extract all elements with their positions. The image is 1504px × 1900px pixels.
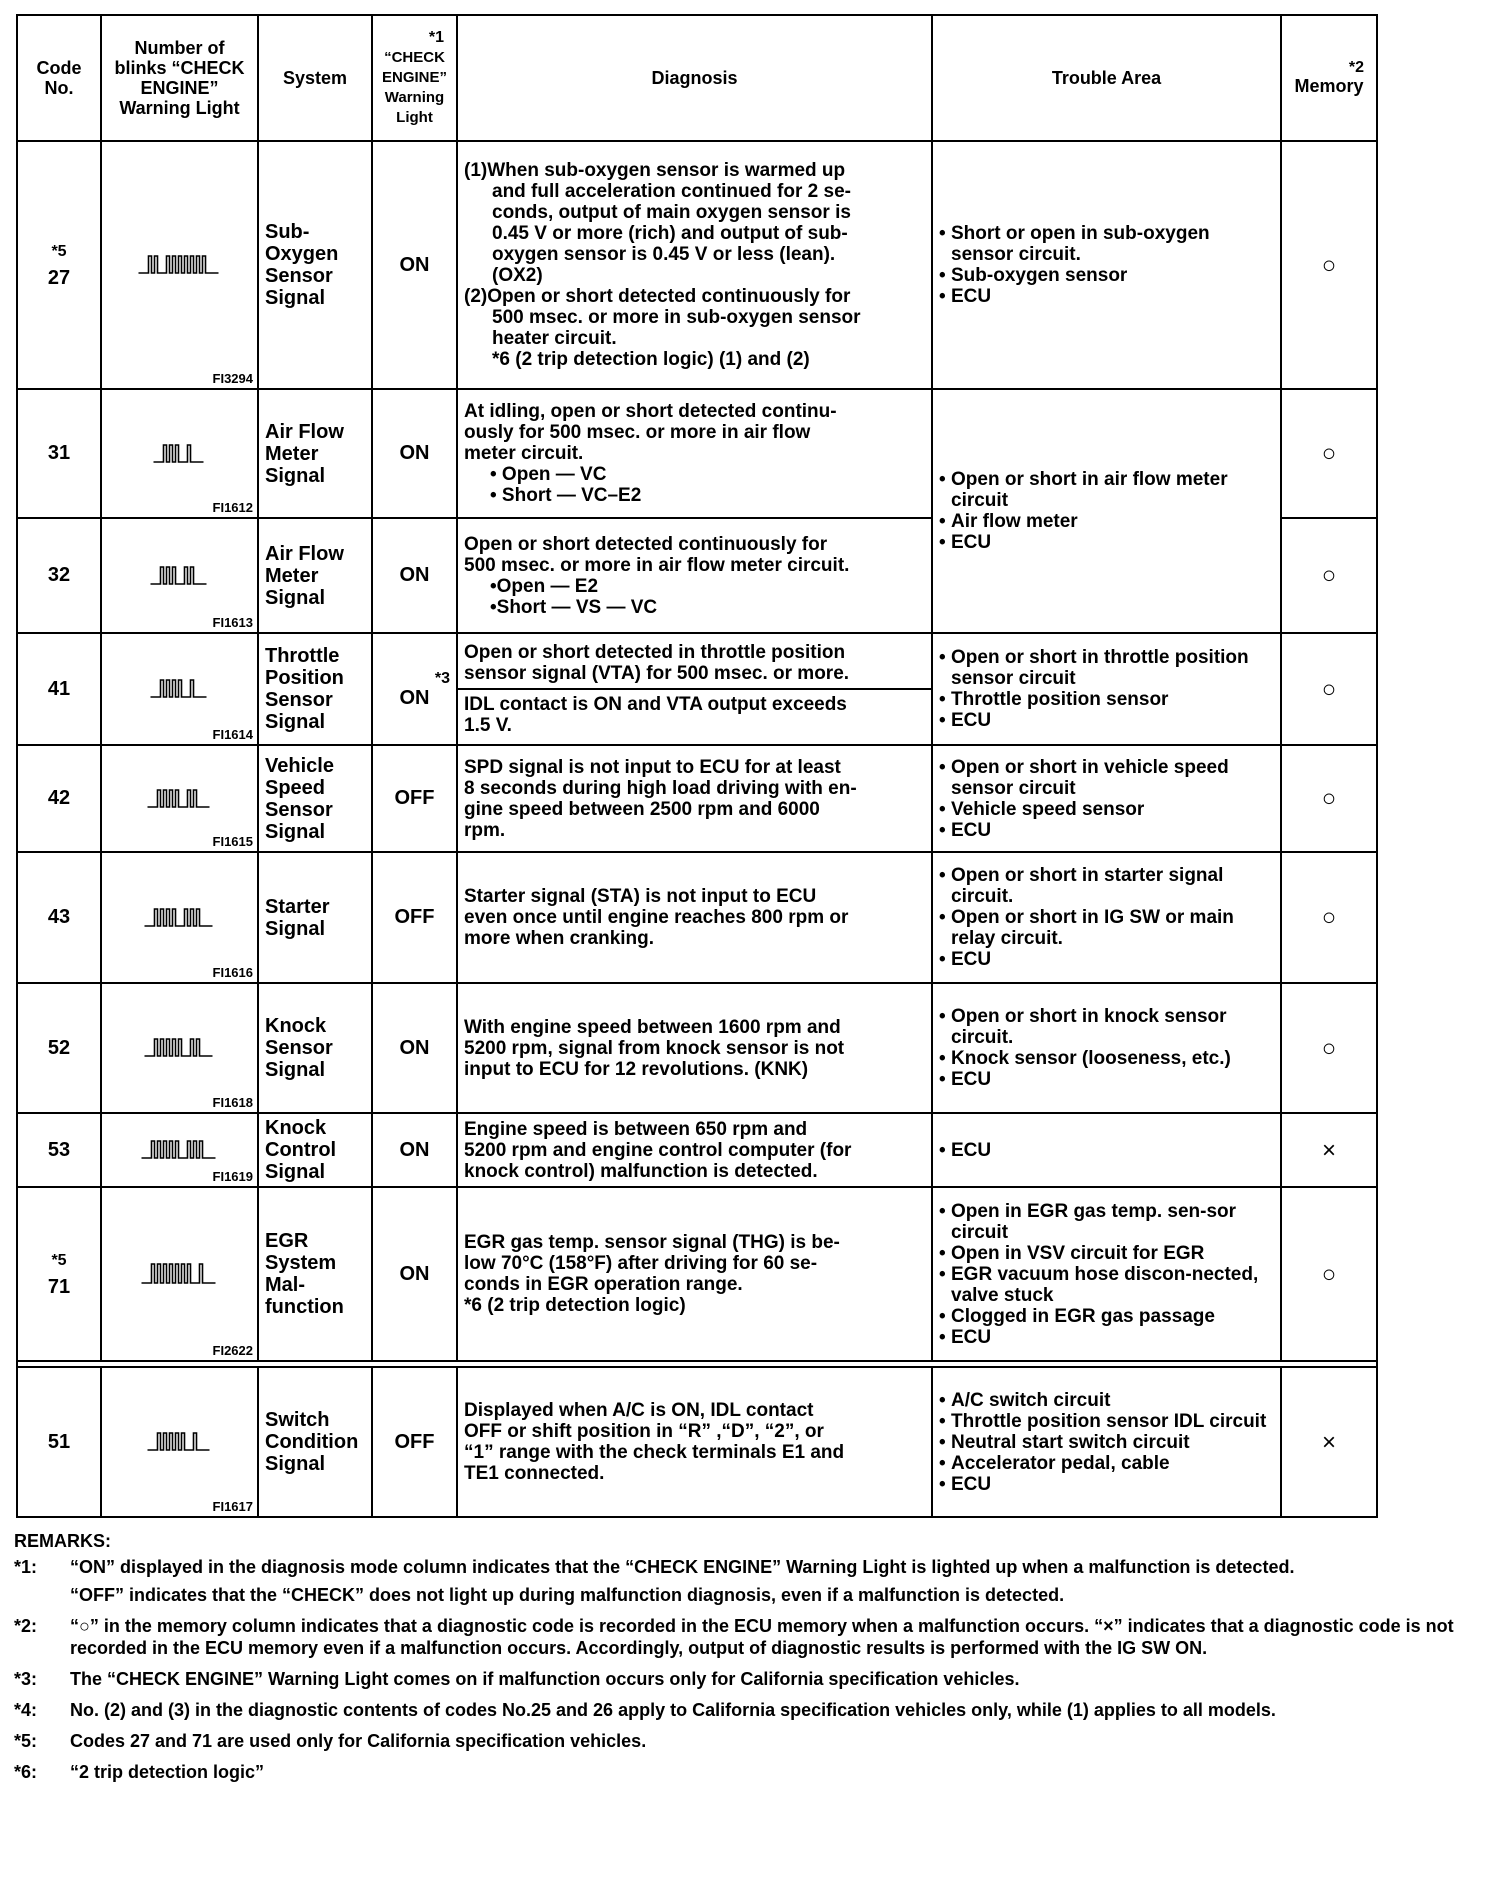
diagnosis-cell xyxy=(457,1187,932,1361)
code-number: 27 xyxy=(47,267,71,290)
trouble-area-cell xyxy=(932,1367,1281,1517)
diagnosis-line: •Short — VS — VC xyxy=(490,596,658,618)
diagnosis-cell xyxy=(457,633,932,745)
warning-light-value: ON xyxy=(399,686,430,709)
system-line: Knock xyxy=(265,1015,327,1037)
figure-id: FI1618 xyxy=(212,1095,253,1110)
blink-pulse-path xyxy=(150,567,206,584)
blink-pattern-icon xyxy=(125,442,235,466)
code-cell: 32 xyxy=(17,518,101,633)
diagnosis-line: TE1 connected. xyxy=(464,1463,605,1484)
remark-label: *1: xyxy=(14,1557,38,1577)
diagnosis-line: 500 msec. or more in air flow meter circuit. xyxy=(464,554,850,576)
header-warning-light-label: “CHECK ENGINE” Warning Light xyxy=(381,49,447,126)
remark-item xyxy=(14,1668,1484,1690)
system-line: Sensor xyxy=(265,798,333,821)
blink-pattern-icon xyxy=(125,906,235,930)
blink-cell xyxy=(101,518,258,633)
system-line: Control xyxy=(265,1139,337,1161)
system-line: Sensor xyxy=(265,265,333,287)
system-line: Sensor xyxy=(265,689,333,711)
code-cell: 41 xyxy=(17,633,101,745)
blink-pulse-path xyxy=(153,445,203,462)
diagnosis-line: and full acceleration continued for 2 se- xyxy=(492,181,851,202)
trouble-item: • EGR vacuum hose discon-nected, valve stuck xyxy=(939,1264,1274,1306)
diagnosis-line: • Open — VC xyxy=(490,464,607,485)
trouble-item: • ECU xyxy=(939,1140,1274,1161)
warning-light-cell: ON xyxy=(372,141,457,389)
system-cell xyxy=(258,852,372,983)
code-cell xyxy=(17,141,101,389)
diagnosis-subcase xyxy=(458,688,931,736)
system-line: Mal- xyxy=(265,1274,305,1296)
blink-cell xyxy=(101,1367,258,1517)
memory-cell: ○ xyxy=(1281,983,1377,1113)
diagnosis-line: With engine speed between 1600 rpm and xyxy=(464,1016,841,1038)
blink-pattern-icon xyxy=(125,1036,235,1060)
trouble-item: • Short or open in sub-oxygen sensor circuit. xyxy=(939,223,1274,265)
figure-id: FI1617 xyxy=(212,1499,253,1514)
trouble-area-cell xyxy=(932,141,1281,389)
blink-pattern-icon xyxy=(125,787,235,811)
diagnosis-line: more when cranking. xyxy=(464,928,655,949)
system-line: Signal xyxy=(265,711,326,733)
diagnosis-line: even once until engine reaches 800 rpm or xyxy=(464,907,849,928)
diagnosis-line: ously for 500 msec. or more in air flow xyxy=(464,422,811,443)
system-line: Signal xyxy=(265,1161,326,1183)
remark-item xyxy=(14,1615,1484,1659)
trouble-item: • Open or short in knock sensor circuit. xyxy=(939,1006,1274,1048)
code-cell: 53 xyxy=(17,1113,101,1187)
blink-pattern-icon xyxy=(125,677,235,701)
system-cell xyxy=(258,518,372,633)
diagnosis-line: (1)When sub-oxygen sensor is warmed up xyxy=(464,160,846,181)
remark-label: *5: xyxy=(14,1731,38,1751)
diagnosis-line: “1” range with the check terminals E1 and xyxy=(464,1442,845,1463)
warning-light-note: *3 xyxy=(434,669,450,687)
diagnostic-code-table xyxy=(16,14,1378,1518)
table-row xyxy=(17,852,1377,983)
table-row xyxy=(17,389,1377,518)
trouble-item: • Accelerator pedal, cable xyxy=(939,1453,1274,1474)
memory-cell: ○ xyxy=(1281,852,1377,983)
system-line: Vehicle xyxy=(265,754,334,777)
table-row xyxy=(17,1113,1377,1187)
header-note-2: *2 xyxy=(1348,59,1364,76)
system-line: Signal xyxy=(265,464,326,487)
trouble-item: • ECU xyxy=(939,286,1274,307)
blink-pattern-icon xyxy=(125,1138,235,1162)
diagnosis-line: rpm. xyxy=(464,819,506,841)
remarks-section xyxy=(14,1530,1484,1792)
system-line: Oxygen xyxy=(265,243,339,265)
trouble-area-cell xyxy=(932,633,1281,745)
blink-pulse-path xyxy=(144,909,212,926)
system-cell xyxy=(258,389,372,518)
remark-text-line: “ON” displayed in the diagnosis mode column indicates that the “CHECK ENGINE” Warning Light is lighted up when a malfunction is detected. xyxy=(70,1557,1295,1577)
trouble-item: • Knock sensor (looseness, etc.) xyxy=(939,1048,1274,1069)
system-line: Signal xyxy=(265,287,326,309)
code-number: 71 xyxy=(47,1276,71,1299)
diagnosis-line: Displayed when A/C is ON, IDL contact xyxy=(464,1400,814,1421)
figure-id: FI1614 xyxy=(212,727,253,742)
blink-cell xyxy=(101,633,258,745)
system-line: Signal xyxy=(265,1453,326,1475)
diagnosis-line: sensor signal (VTA) for 500 msec. or more. xyxy=(464,663,850,684)
table-row xyxy=(17,983,1377,1113)
diagnosis-line: knock control) malfunction is detected. xyxy=(464,1160,818,1182)
trouble-item: • Neutral start switch circuit xyxy=(939,1432,1274,1453)
remark-label: *3: xyxy=(14,1669,38,1689)
blink-pattern-icon xyxy=(125,1261,235,1287)
diagnosis-line: EGR gas temp. sensor signal (THG) is be- xyxy=(464,1232,840,1253)
trouble-item: • ECU xyxy=(939,1327,1274,1348)
trouble-item: • ECU xyxy=(939,1069,1274,1090)
system-line: Speed xyxy=(265,776,326,799)
warning-light-cell: ON xyxy=(372,983,457,1113)
trouble-item: • Open in EGR gas temp. sen-sor circuit xyxy=(939,1201,1274,1243)
trouble-item: • Throttle position sensor xyxy=(939,689,1274,710)
warning-light-cell: ON xyxy=(372,518,457,633)
header-row xyxy=(17,15,1377,141)
trouble-item: • Sub-oxygen sensor xyxy=(939,265,1274,286)
system-line: Meter xyxy=(265,564,319,587)
header-code: Code No. xyxy=(17,15,101,141)
diagnosis-line: Starter signal (STA) is not input to ECU xyxy=(464,886,817,907)
trouble-item: • A/C switch circuit xyxy=(939,1390,1274,1411)
diagnosis-line: OFF or shift position in “R” ,“D”, “2”, or xyxy=(464,1421,824,1442)
trouble-item: • Clogged in EGR gas passage xyxy=(939,1306,1274,1327)
header-system: System xyxy=(258,15,372,141)
blink-pulse-path xyxy=(141,1141,215,1158)
diagnosis-line: 0.45 V or more (rich) and output of sub- xyxy=(492,223,848,244)
system-cell xyxy=(258,745,372,852)
trouble-item: • Open or short in starter signal circuit. xyxy=(939,865,1274,907)
blink-cell xyxy=(101,1113,258,1187)
figure-id: FI1613 xyxy=(212,615,253,630)
warning-light-cell: ON xyxy=(372,389,457,518)
code-cell xyxy=(17,1187,101,1361)
code-note: *5 xyxy=(51,1251,67,1269)
system-line: EGR xyxy=(265,1230,309,1252)
system-line: Throttle xyxy=(265,645,340,667)
system-cell xyxy=(258,1187,372,1361)
diagnosis-line: At idling, open or short detected continu- xyxy=(464,401,837,422)
memory-cell: ○ xyxy=(1281,633,1377,745)
code-cell: 43 xyxy=(17,852,101,983)
header-memory xyxy=(1281,15,1377,141)
system-line: Meter xyxy=(265,442,319,465)
blink-pulse-path xyxy=(141,1264,215,1283)
system-cell xyxy=(258,1367,372,1517)
system-line: Air Flow xyxy=(265,542,344,565)
remark-item xyxy=(14,1730,1484,1752)
remark-text xyxy=(70,1556,1484,1606)
diagnosis-line: gine speed between 2500 rpm and 6000 xyxy=(464,798,820,820)
memory-cell: ○ xyxy=(1281,745,1377,852)
diagnosis-line: oxygen sensor is 0.45 V or less (lean). xyxy=(492,244,836,265)
system-line: Sub- xyxy=(265,221,310,243)
blink-cell xyxy=(101,745,258,852)
figure-id: FI1615 xyxy=(212,834,253,849)
diagnosis-line: Open or short detected continuously for xyxy=(464,533,828,555)
table-row xyxy=(17,633,1377,745)
diagnosis-line: 500 msec. or more in sub-oxygen sensor xyxy=(492,307,861,328)
diagnosis-line: IDL contact is ON and VTA output exceeds xyxy=(464,694,847,715)
remark-text: Codes 27 and 71 are used only for California specification vehicles. xyxy=(70,1731,647,1751)
blink-cell xyxy=(101,389,258,518)
remark-text: The “CHECK ENGINE” Warning Light comes on if malfunction occurs only for California specification vehicles. xyxy=(70,1669,1020,1689)
system-line: Condition xyxy=(265,1431,359,1453)
memory-cell: ○ xyxy=(1281,141,1377,389)
figure-id: FI1619 xyxy=(212,1169,253,1184)
diagnosis-line: conds in EGR operation range. xyxy=(464,1274,743,1295)
trouble-item: • ECU xyxy=(939,820,1274,841)
system-line: Signal xyxy=(265,820,326,843)
blink-pulse-path xyxy=(147,790,209,807)
header-memory-label: Memory xyxy=(1294,76,1364,96)
memory-cell: × xyxy=(1281,1113,1377,1187)
system-line: Signal xyxy=(265,1059,326,1081)
trouble-item: • Open or short in IG SW or main relay circuit. xyxy=(939,907,1274,949)
trouble-area-cell xyxy=(932,852,1281,983)
remark-text: “○” in the memory column indicates that a diagnostic code is recorded in the ECU memory when a malfunction occurs. “×” indicates that a diagnostic code is not recorded in the ECU memory even if a malfunction occurs. Accordingly, output of diagnostic results is performed with the IG SW ON. xyxy=(70,1616,1454,1658)
memory-cell: × xyxy=(1281,1367,1377,1517)
warning-light-cell: OFF xyxy=(372,852,457,983)
diagnosis-cell xyxy=(457,983,932,1113)
system-line: Switch xyxy=(265,1409,330,1431)
trouble-item: • Vehicle speed sensor xyxy=(939,799,1274,820)
blink-pattern-icon xyxy=(125,253,235,277)
figure-id: FI1612 xyxy=(212,500,253,515)
blink-pulse-path xyxy=(147,1433,209,1450)
table-row xyxy=(17,141,1377,389)
remark-item xyxy=(14,1761,1484,1783)
blink-cell xyxy=(101,852,258,983)
code-cell: 51 xyxy=(17,1367,101,1517)
diagnosis-cell xyxy=(457,141,932,389)
blink-pattern-icon xyxy=(125,564,235,588)
remark-item xyxy=(14,1556,1484,1606)
header-blinks: Number of blinks “CHECK ENGINE” Warning Light xyxy=(101,15,258,141)
header-trouble-area: Trouble Area xyxy=(932,15,1281,141)
blink-cell xyxy=(101,1187,258,1361)
diagnosis-line: Engine speed is between 650 rpm and xyxy=(464,1118,808,1140)
diagnosis-cell xyxy=(457,518,932,633)
code-cell: 52 xyxy=(17,983,101,1113)
trouble-item: • ECU xyxy=(939,532,1274,553)
diagnosis-line: *6 (2 trip detection logic) (1) and (2) xyxy=(492,349,810,370)
diagnosis-cell xyxy=(457,852,932,983)
trouble-area-cell xyxy=(932,1113,1281,1187)
blink-cell xyxy=(101,141,258,389)
diagnosis-line: 5200 rpm and engine control computer (for xyxy=(464,1139,852,1161)
remark-item xyxy=(14,1699,1484,1721)
remark-text: “2 trip detection logic” xyxy=(70,1762,265,1782)
diagnosis-cell xyxy=(457,1113,932,1187)
diagnosis-cell xyxy=(457,745,932,852)
diagnosis-line: Open or short detected in throttle position xyxy=(464,642,846,663)
figure-id: FI1616 xyxy=(212,965,253,980)
diagnosis-line: 5200 rpm, signal from knock sensor is not xyxy=(464,1037,845,1059)
table-row xyxy=(17,1187,1377,1361)
blink-pulse-path xyxy=(150,680,206,697)
diagnosis-line: meter circuit. xyxy=(464,443,584,464)
diagnosis-line: • Short — VC–E2 xyxy=(490,485,642,506)
code-cell: 31 xyxy=(17,389,101,518)
trouble-area-cell xyxy=(932,983,1281,1113)
trouble-item: • ECU xyxy=(939,1474,1274,1495)
memory-cell: ○ xyxy=(1281,389,1377,518)
trouble-area-cell xyxy=(932,1187,1281,1361)
trouble-item: • Air flow meter xyxy=(939,511,1274,532)
system-cell xyxy=(258,983,372,1113)
diagnosis-line: input to ECU for 12 revolutions. (KNK) xyxy=(464,1058,809,1080)
warning-light-cell: ON xyxy=(372,1113,457,1187)
remark-text: No. (2) and (3) in the diagnostic contents of codes No.25 and 26 apply to California specification vehicles only, while (1) applies to all models. xyxy=(70,1700,1276,1720)
system-line: Sensor xyxy=(265,1037,333,1059)
system-line: Signal xyxy=(265,917,326,940)
blink-pulse-path xyxy=(144,1039,212,1056)
table-row xyxy=(17,745,1377,852)
diagnosis-line: •Open — E2 xyxy=(490,575,599,597)
diagnosis-line: 1.5 V. xyxy=(464,715,512,736)
memory-cell: ○ xyxy=(1281,518,1377,633)
trouble-item: • Open or short in throttle position sensor circuit xyxy=(939,647,1274,689)
header-note-1: *1 xyxy=(428,29,444,46)
blink-pattern-icon xyxy=(125,1430,235,1454)
memory-cell: ○ xyxy=(1281,1187,1377,1361)
diagnosis-line: (OX2) xyxy=(492,265,543,286)
system-line: System xyxy=(265,1252,337,1274)
header-warning-light xyxy=(372,15,457,141)
remark-label: *2: xyxy=(14,1616,38,1636)
trouble-area-cell xyxy=(932,745,1281,852)
blink-cell xyxy=(101,983,258,1113)
warning-light-cell: OFF xyxy=(372,1367,457,1517)
diagnosis-line: low 70°C (158°F) after driving for 60 se- xyxy=(464,1253,818,1274)
diagnosis-cell xyxy=(457,1367,932,1517)
diagnosis-line: heater circuit. xyxy=(492,328,617,349)
figure-id: FI3294 xyxy=(212,371,253,386)
header-diagnosis: Diagnosis xyxy=(457,15,932,141)
figure-id: FI2622 xyxy=(212,1343,253,1358)
trouble-item: • Open or short in vehicle speed sensor circuit xyxy=(939,757,1274,799)
warning-light-cell: ON xyxy=(372,1187,457,1361)
trouble-area-cell xyxy=(932,389,1281,633)
code-note: *5 xyxy=(51,242,67,260)
system-line: Signal xyxy=(265,586,326,609)
system-cell xyxy=(258,1113,372,1187)
warning-light-cell xyxy=(372,633,457,745)
remarks-title: REMARKS: xyxy=(14,1531,111,1551)
diagnosis-line: 8 seconds during high load driving with en- xyxy=(464,777,857,799)
remark-label: *6: xyxy=(14,1762,38,1782)
remark-text-line: “OFF” indicates that the “CHECK” does not light up during malfunction diagnosis, even if a malfunction is detected. xyxy=(70,1585,1065,1605)
system-cell xyxy=(258,141,372,389)
system-line: Air Flow xyxy=(265,420,344,443)
system-line: Starter xyxy=(265,895,330,918)
diagnosis-cell xyxy=(457,389,932,518)
code-cell: 42 xyxy=(17,745,101,852)
warning-light-cell: OFF xyxy=(372,745,457,852)
remark-label: *4: xyxy=(14,1700,38,1720)
system-line: Position xyxy=(265,667,344,689)
diagnosis-line: (2)Open or short detected continuously for xyxy=(464,286,851,307)
trouble-item: • Throttle position sensor IDL circuit xyxy=(939,1411,1274,1432)
system-line: function xyxy=(265,1296,344,1318)
trouble-item: • ECU xyxy=(939,710,1274,731)
trouble-item: • ECU xyxy=(939,949,1274,970)
trouble-item: • Open or short in air flow meter circuit xyxy=(939,469,1274,511)
diagnosis-line: *6 (2 trip detection logic) xyxy=(464,1295,686,1316)
system-cell xyxy=(258,633,372,745)
diagnosis-line: SPD signal is not input to ECU for at least xyxy=(464,756,841,778)
blink-pulse-path xyxy=(138,256,218,273)
diagnosis-line: conds, output of main oxygen sensor is xyxy=(492,202,851,223)
table-row xyxy=(17,1367,1377,1517)
system-line: Knock xyxy=(265,1117,327,1139)
trouble-item: • Open in VSV circuit for EGR xyxy=(939,1243,1274,1264)
